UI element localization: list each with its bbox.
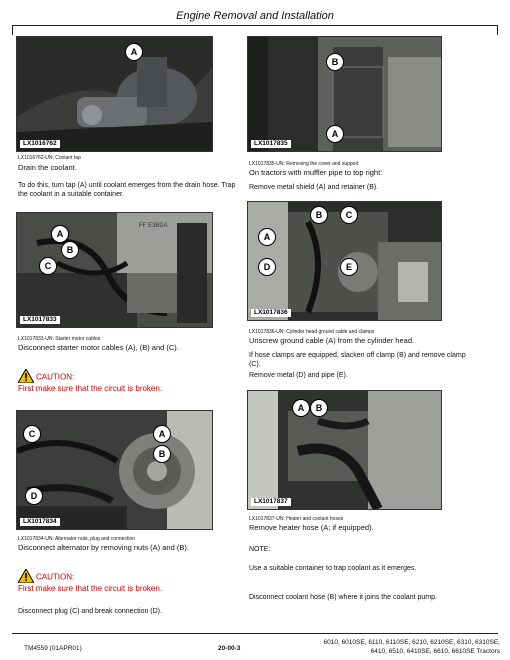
caution-title: CAUTION: bbox=[36, 372, 75, 382]
figure-id: LX1017833 bbox=[20, 316, 60, 325]
callout-c: C bbox=[23, 425, 41, 443]
header-rule bbox=[12, 25, 498, 26]
decal-label: FF E3BDA bbox=[139, 223, 168, 229]
note-title: NOTE: bbox=[249, 546, 271, 553]
callout-c: C bbox=[340, 206, 358, 224]
callout-a: A bbox=[51, 225, 69, 243]
figure-id: LX1016762 bbox=[20, 140, 60, 149]
figure-muffler-shield bbox=[247, 36, 442, 152]
caution-title: CAUTION: bbox=[36, 572, 75, 582]
callout-b: B bbox=[310, 399, 328, 417]
figure-caption: LX1017833-UN: Starter motor cables bbox=[18, 336, 101, 342]
figure-id: LX1017837 bbox=[251, 498, 291, 507]
header-tick-right bbox=[497, 25, 498, 35]
figure-id: LX1017835 bbox=[251, 140, 291, 149]
step-heading: Disconnect starter motor cables (A), (B) and (C). bbox=[18, 343, 179, 352]
step-text: Remove metal shield (A) and retainer (B). bbox=[249, 184, 379, 191]
figure-ground-cable bbox=[247, 201, 442, 321]
step-heading: Remove heater hose (A; if equipped). bbox=[249, 523, 374, 532]
callout-d: D bbox=[258, 258, 276, 276]
callout-a: A bbox=[292, 399, 310, 417]
figure-caption: LX1016762-UN: Coolant tap bbox=[18, 155, 81, 161]
figure-alternator bbox=[16, 410, 213, 530]
footer-rule bbox=[12, 633, 498, 634]
callout-a: A bbox=[326, 125, 344, 143]
step-heading: Unscrew ground cable (A) from the cylinder head. bbox=[249, 336, 415, 345]
footer-models-line1: 6010, 6010SE, 6110, 6110SE, 6210, 6210SE, 6310, 6310SE, bbox=[323, 639, 500, 646]
coolant-tap-photo bbox=[17, 37, 212, 151]
step-heading: Drain the coolant. bbox=[18, 163, 77, 172]
figure-caption: LX1017834-UN: Alternator nuts, plug and connection bbox=[18, 536, 136, 542]
callout-b: B bbox=[61, 241, 79, 259]
callout-a: A bbox=[125, 43, 143, 61]
callout-d: D bbox=[25, 487, 43, 505]
callout-b: B bbox=[310, 206, 328, 224]
step-text: Disconnect plug (C) and break connection (D). bbox=[18, 608, 162, 615]
figure-id: LX1017834 bbox=[20, 518, 60, 527]
callout-c: C bbox=[39, 257, 57, 275]
step-heading: On tractors with muffler pipe to top right: bbox=[249, 168, 383, 177]
muffler-shield-photo bbox=[248, 37, 441, 151]
callout-b: B bbox=[153, 445, 171, 463]
callout-b: B bbox=[326, 53, 344, 71]
callout-a: A bbox=[153, 425, 171, 443]
header-tick-left bbox=[12, 25, 13, 35]
figure-caption: LX1017835-UN: Removing the cover and support bbox=[249, 161, 359, 167]
heater-hoses-photo bbox=[248, 391, 441, 509]
callout-a: A bbox=[258, 228, 276, 246]
caution-text: First make sure that the circuit is broken. bbox=[18, 584, 163, 593]
step-text: To do this, turn tap (A) until coolant emerges from the drain hose. Trap the coolant in a suitable container. bbox=[18, 182, 236, 198]
step-text: Remove metal (D) and pipe (E). bbox=[249, 372, 348, 379]
figure-starter-motor bbox=[16, 212, 213, 328]
figure-heater-hoses bbox=[247, 390, 442, 510]
figure-caption: LX1017837-UN: Heater and coolant hoses bbox=[249, 516, 344, 522]
figure-id: LX1017836 bbox=[251, 309, 291, 318]
footer-models-line2: 6410, 6510, 6410SE, 6610, 6610SE Tractors bbox=[370, 648, 500, 655]
figure-caption: LX1017836-UN: Cylinder head ground cable and clamps bbox=[249, 329, 375, 335]
step-text: Disconnect coolant hose (B) where it joins the coolant pump. bbox=[249, 594, 437, 601]
footer-page-number: 20-00-3 bbox=[218, 645, 241, 652]
page-header-title: Engine Removal and Installation bbox=[176, 10, 334, 22]
step-text: If hose clamps are equipped, slacken off clamp (B) and remove clamp (C). bbox=[249, 352, 466, 368]
caution-text: First make sure that the circuit is broken. bbox=[18, 384, 163, 393]
figure-coolant-tap bbox=[16, 36, 213, 152]
step-heading: Disconnect alternator by removing nuts (A) and (B). bbox=[18, 543, 189, 552]
alternator-photo bbox=[17, 411, 212, 529]
footer-manual-id: TM4559 (01APR01) bbox=[24, 645, 82, 652]
note-text: Use a suitable container to trap coolant as it emerges. bbox=[249, 565, 417, 572]
callout-e: E bbox=[340, 258, 358, 276]
